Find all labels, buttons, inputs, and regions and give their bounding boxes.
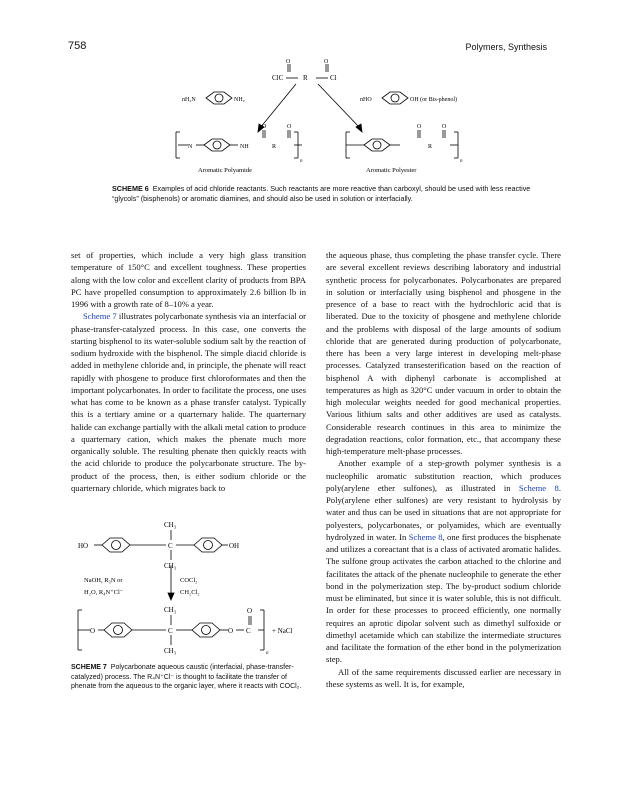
- polyamide-nh: NH: [240, 144, 249, 150]
- right-column: [326, 249, 561, 690]
- ch3-top: CH₃: [164, 521, 177, 529]
- left-paragraph-1: set of properties, which include a very high glass transition temperature of 150°C and excellent toughness. These properties along with the low color and excellent clarity of products from BPA PC have propelled consumption to approximately 2.6 billion lb in 1996 with a growth rate of 8–10% a year.: [71, 250, 306, 309]
- left-column: [71, 249, 306, 494]
- scheme-6-caption-text: Examples of acid chloride reactants. Such reactants are more reactive than carboxyl, should be used with less reactive “glycols” (bisphenols) or aromatic diamines, and should also be used in solution or interfacially.: [112, 184, 531, 203]
- carbonyl-c: C: [246, 627, 251, 635]
- scheme-7-caption-text: Polycarbonate aqueous caustic (interfacial, phase-transfer-catalyzed) process. The R₄N⁺Cl⁻ is thought to facilitate the transfer of phenate from the aqueous to the organic layer, where it reacts with COCl₂.: [71, 664, 302, 690]
- right-paragraph-2b: . Poly(arylene ether sulfones) are very resistant to hydrolysis by water and thus can be used in situations that are not appropriate for polyesters, polycarbonates, or polyamides, which are eventually hydrolyzed in water. In: [326, 482, 561, 542]
- right-paragraph-1: the aqueous phase, thus completing the phase transfer cycle. There are several excellent reviews describing laboratory and industrial synthetic process for polycarbonates. Polycarbonates are prepared in solution or interfacially using bisphenol and phosgene in the presence of a base to react with the hydrochloric acid that is liberated. Due to the toxicity of phosgene and methylene chloride and the problems with disposal of the large amounts of sodium chloride that are generated during production of polycarbonate, there has been a very large interest in developing melt-phase processes. Catalyzed transesterification based on the reaction of bisphenol A with diphenyl carbonate is accomplished at temperatures as high as 320°C under vacuum in order to obtain the high molecular weights needed for good mechanical properties. Various lithium salts and other additives are used as catalysts. Considerable research continues in this area to minimize the degradation reactions, color formation, etc., that accompany these high-temperature melt-phase processes.: [326, 250, 561, 456]
- ch3-bottom: CH₃: [164, 562, 177, 570]
- diamine-right: NH₂: [234, 97, 245, 103]
- polyamide-n-sub: n: [300, 159, 303, 164]
- diamine-left: nH₂N: [182, 97, 196, 103]
- polyamide-o2: O: [287, 124, 292, 130]
- acid-r: R: [303, 74, 308, 82]
- polyester-r: R: [428, 144, 433, 150]
- ho-label: HO: [78, 542, 89, 550]
- glycol-left: nHO: [360, 97, 372, 103]
- oh-label: OH: [229, 542, 240, 550]
- scheme-7-caption: [71, 663, 307, 692]
- scheme-6-caption-label: SCHEME 6: [112, 184, 149, 193]
- polyester-o1: O: [417, 124, 422, 130]
- scheme-6-caption: [112, 184, 532, 204]
- o-left: O: [90, 627, 96, 635]
- right-paragraph-2c: , one first produces the bisphenate and utilizes a coreactant that is a class of activated aromatic halides. The sulfone group activates the carbon attached to the chlorine and facilitates the attack of the phenate nucleophile to generate the ether bond in the polymerization step. The by-product sodium chloride must be eliminated, but since it is water soluble, this is not difficult. In order for these processes to proceed efficiently, one normally requires an aprotic dipolar solvent such as dimethyl sulfoxide or dimethyl acetamide which can stabilize the intermediate structures and facilitate the formation of the ether bond in the polymerization step.: [326, 531, 561, 665]
- label-polyester: Aromatic Polyester: [366, 167, 417, 174]
- scheme-8-link-1[interactable]: Scheme 8: [518, 482, 559, 493]
- acid-o-right: O: [324, 59, 329, 65]
- reagents-right-1: COCl₂: [180, 577, 198, 584]
- reagents-left-1: NaOH, R₃N or: [84, 577, 123, 584]
- n-sub: n: [266, 651, 269, 656]
- page-number: 758: [68, 40, 87, 52]
- acid-right-group: Cl: [330, 74, 337, 82]
- plus-nacl: + NaCl: [272, 627, 293, 635]
- carbonyl-o: O: [247, 607, 253, 615]
- reagents-right-2: CH₂Cl₂: [180, 589, 200, 596]
- reagents-left-2: H₂O, R₄N⁺Cl⁻: [84, 589, 124, 596]
- right-paragraph-3: All of the same requirements discussed earlier are necessary in these systems as well. It is, for example,: [326, 666, 561, 689]
- glycol-right: OH (or Bis-phenol): [410, 97, 457, 103]
- right-paragraph-2a: Another example of a step-growth polymer synthesis is a nucleophilic aromatic substitution reaction, which produces poly(arylene ether sulfones), as illustrated in: [326, 458, 561, 493]
- polyester-n-sub: n: [460, 159, 463, 164]
- running-head: Polymers, Synthesis: [465, 42, 547, 52]
- left-paragraph-2: [71, 310, 306, 494]
- ch3-product-bottom: CH₃: [164, 647, 177, 655]
- scheme-7-caption-label: SCHEME 7: [71, 664, 107, 671]
- polyamide-o1: O: [262, 124, 267, 130]
- polyester-o2: O: [442, 124, 447, 130]
- central-c: C: [168, 542, 173, 550]
- left-paragraph-2-text: illustrates polycarbonate synthesis via an interfacial or phase-transfer-catalyzed process. In this case, one converts the starting bisphenol to its water-soluble sodium salt by the reaction of sodium hydroxide with the bisphenol. The simple diacid chloride is added in methylene chloride and, in principle, the phenate will react rapidly with phosgene to produce first chloroformates and then the important polycarbonates. In order to facilitate the process, one uses what has come to be known as a phase transfer catalyst. Typically this is a tertiary amine or a quarternary halide. The quarternary halide can exchange partially with the alkali metal cation to produce a quarternary cation, which makes the phenate much more organically soluble. The resulting phenate then quickly reacts with the acid chloride to produce the polycarbonate structure. The by-product of the process, then, is either sodium chloride or the quarternary chloride, which migrates back to: [71, 311, 306, 493]
- ch3-product-top: CH₃: [164, 606, 177, 614]
- scheme-8-link-2[interactable]: Scheme 8: [408, 531, 443, 542]
- polyamide-n: N: [188, 144, 193, 150]
- right-paragraph-2: [326, 457, 561, 665]
- scheme-6-figure: [168, 58, 488, 176]
- scheme-7-figure: [68, 500, 310, 660]
- central-c-product: C: [168, 627, 173, 635]
- acid-left-group: ClC: [272, 74, 284, 82]
- polyamide-r: R: [272, 144, 277, 150]
- scheme-7-link[interactable]: Scheme 7: [83, 311, 117, 322]
- label-polyamide: Aromatic Polyamide: [198, 167, 252, 174]
- acid-o-left: O: [286, 59, 291, 65]
- o-right: O: [228, 627, 234, 635]
